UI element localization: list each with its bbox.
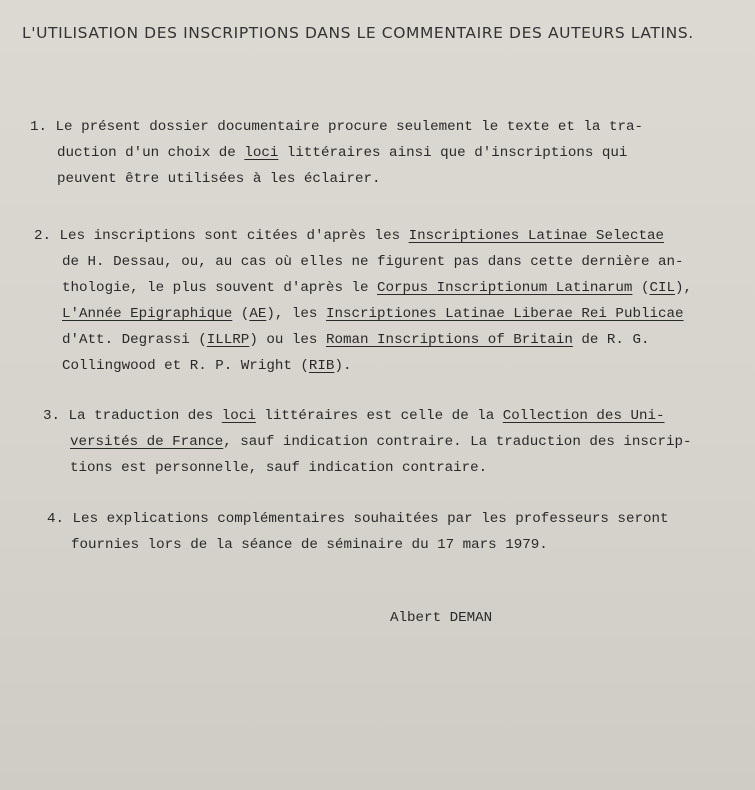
text: Collingwood et R. P. Wright ( <box>62 358 309 374</box>
text: , sauf indication contraire. La traduction des inscrip- <box>223 434 692 450</box>
text: littéraires ainsi que d'inscriptions qui <box>278 145 628 161</box>
underlined-title: versités de France <box>70 434 224 450</box>
underlined-abbrev: CIL <box>649 280 676 296</box>
text: tions est personnelle, sauf indication contraire. <box>70 460 488 476</box>
text: ( <box>232 306 250 322</box>
text: duction d'un choix de <box>57 145 245 161</box>
underlined-term: loci <box>221 408 256 424</box>
underlined-term: loci <box>244 145 279 161</box>
underlined-title: Roman Inscriptions of Britain <box>325 332 573 348</box>
underlined-abbrev: RIB <box>308 358 335 374</box>
underlined-title: Collection des Uni- <box>502 408 665 424</box>
text: de R. G. <box>572 332 650 348</box>
text: fournies lors de la séance de séminaire du 17 mars 1979. <box>71 537 548 553</box>
list-item-2 <box>34 223 692 379</box>
item-number: 1. <box>30 119 48 135</box>
list-item-1 <box>30 114 643 192</box>
text: d'Att. Degrassi ( <box>62 332 207 348</box>
text: Les inscriptions sont citées d'après les <box>59 228 409 244</box>
text: littéraires est celle de la <box>255 408 503 424</box>
text: peuvent être utilisées à les éclairer. <box>57 171 381 187</box>
text: Le présent dossier documentaire procure seulement le texte et la tra- <box>55 119 644 135</box>
list-item-4 <box>47 506 669 558</box>
item-number: 2. <box>34 228 52 244</box>
text: ). <box>334 358 352 374</box>
underlined-title: L'Année Epigraphique <box>62 306 233 322</box>
document-title: L'UTILISATION DES INSCRIPTIONS DANS LE COMMENTAIRE DES AUTEURS LATINS. <box>22 24 694 42</box>
text: ) ou les <box>249 332 326 348</box>
underlined-abbrev: AE <box>249 306 267 322</box>
text: ), <box>675 280 693 296</box>
text: Les explications complémentaires souhaitées par les professeurs seront <box>72 511 669 527</box>
text: La traduction des <box>68 408 222 424</box>
text: ( <box>632 280 650 296</box>
underlined-title: Inscriptiones Latinae Liberae Rei Publicae <box>325 306 684 322</box>
item-number: 3. <box>43 408 61 424</box>
underlined-title: Inscriptiones Latinae Selectae <box>408 228 665 244</box>
text: thologie, le plus souvent d'après le <box>62 280 378 296</box>
text: ), les <box>266 306 326 322</box>
underlined-title: Corpus Inscriptionum Latinarum <box>377 280 633 296</box>
text: de H. Dessau, ou, au cas où elles ne figurent pas dans cette dernière an- <box>62 254 684 270</box>
signature: Albert DEMAN <box>390 610 493 626</box>
list-item-3 <box>43 403 692 481</box>
item-number: 4. <box>47 511 65 527</box>
underlined-abbrev: ILLRP <box>206 332 250 348</box>
